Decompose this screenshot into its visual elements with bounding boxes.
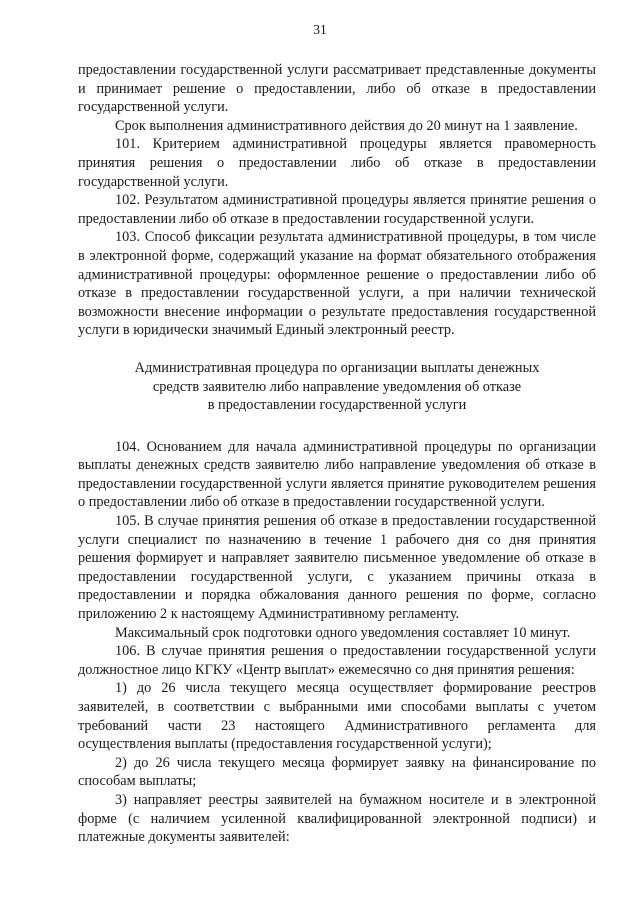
paragraph-notice-time: Максимальный срок подготовки одного уведомления составляет 10 минут. bbox=[115, 624, 571, 641]
list-item-2: 2) до 26 числа текущего месяца формирует заявку на финансирование по способам выплаты; bbox=[78, 754, 596, 790]
list-item-3: 3) направляет реестры заявителей на бумажном носителе и в электронной форме (с наличием усиленной квалифицированной электронной подписи) и платежные документы заявителей: bbox=[78, 791, 596, 846]
paragraph-103: 103. Способ фиксации результата административной процедуры, в том числе в электронной форме, содержащий указание на формат обязательного отображения административной процедуры: оформленное решение о предоставлении либо об отказе в предоставлении государственной услуги, а при наличии технической возможности внесение информации о результате предоставления государственной услуги в юридически значимый Единый электронный реестр. bbox=[78, 229, 596, 339]
paragraph-105: 105. В случае принятия решения об отказе в предоставлении государственной услуги специалист по назначению в течение 1 рабочего дня со дня принятия решения формирует и направляет заявителю письменное уведомление об отказе в предоставлении государственной услуги, с указанием причины отказа в предоставлении и порядка обжалования данного решения по форме, согласно приложению 2 к настоящему Административному регламенту. bbox=[78, 513, 596, 623]
section-heading-line: средств заявителю либо направление уведомления об отказе bbox=[152, 378, 522, 395]
section-heading-line: в предоставлении государственной услуги bbox=[207, 397, 467, 414]
paragraph-104: 104. Основанием для начала административной процедуры по организации выплаты денежных средств заявителю либо направление уведомления об отказе в предоставлении государственной услуги является принятие руководителем решения о предоставлении либо об отказе в предоставлении государственной услуги. bbox=[78, 438, 596, 511]
paragraph-deadline: Срок выполнения административного действия до 20 минут на 1 заявление. bbox=[115, 117, 578, 134]
list-item-1: 1) до 26 числа текущего месяца осуществляет формирование реестров заявителей, в соответствии с выбранными ими способами выплаты с учетом требований части 23 настоящего Административного регламента для осуществления выплаты (предоставления государственной услуги); bbox=[78, 680, 596, 753]
paragraph-106: 106. В случае принятия решения о предоставлении государственной услуги должностное лицо КГКУ «Центр выплат» ежемесячно со дня принятия решения: bbox=[78, 643, 596, 678]
section-heading bbox=[78, 340, 596, 438]
document-body bbox=[78, 61, 596, 847]
paragraph-101: 101. Критерием административной процедуры является правомерность принятия решения о предоставлении либо об отказе в предоставлении государственной услуги. bbox=[78, 136, 596, 190]
paragraph-continuation: предоставлении государственной услуги рассматривает представленные документы и принимает решение о предоставлении, либо об отказе в предоставлении государственной услуги. bbox=[78, 62, 596, 116]
paragraph-102: 102. Результатом административной процедуры является принятие решения о предоставлении либо об отказе в предоставлении государственной услуги. bbox=[78, 192, 596, 227]
page-number: 31 bbox=[313, 22, 327, 37]
section-heading-line: Административная процедура по организации выплаты денежных bbox=[134, 359, 540, 376]
